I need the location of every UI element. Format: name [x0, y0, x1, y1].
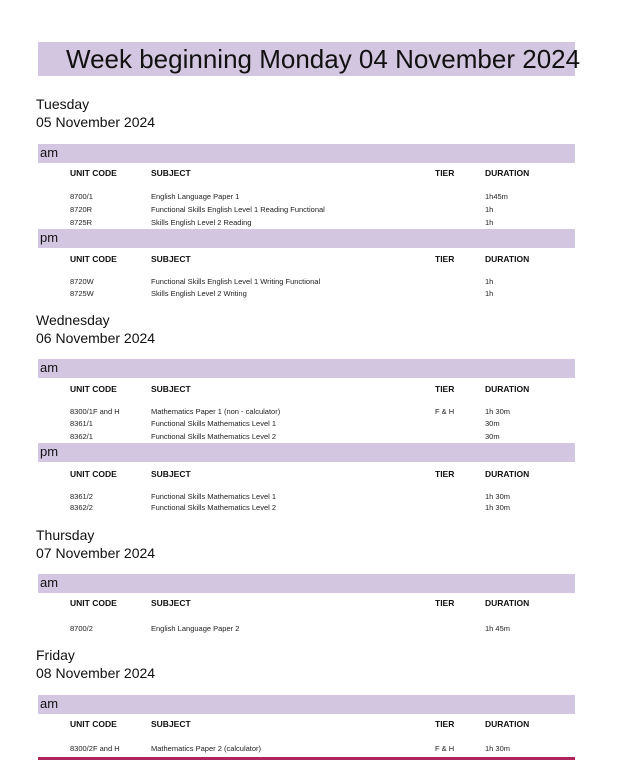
- unit-code-header: UNIT CODE: [70, 254, 117, 264]
- day-heading: [36, 95, 155, 131]
- unit-code-cell: 8362/1: [70, 432, 93, 441]
- tier-header: TIER: [435, 469, 455, 479]
- duration-cell: 1h45m: [485, 192, 508, 201]
- duration-cell: 1h 30m: [485, 744, 511, 753]
- subject-cell: Functional Skills English Level 1 Writing Functional: [151, 277, 321, 286]
- subject-cell: English Language Paper 1: [151, 192, 240, 201]
- duration-header: DURATION: [485, 719, 530, 729]
- tier-header: TIER: [435, 598, 455, 608]
- day-heading: [36, 311, 155, 347]
- session-band: [38, 229, 575, 248]
- tier-header: TIER: [435, 254, 455, 264]
- duration-cell: 1h: [485, 205, 494, 214]
- unit-code-cell: 8361/1: [70, 419, 93, 428]
- unit-code-header: UNIT CODE: [70, 168, 117, 178]
- subject-header: SUBJECT: [151, 384, 191, 394]
- unit-code-cell: 8725W: [70, 289, 94, 298]
- day-heading: [36, 526, 155, 562]
- duration-cell: 30m: [485, 432, 500, 441]
- subject-header: SUBJECT: [151, 469, 191, 479]
- unit-code-cell: 8300/2F and H: [70, 744, 120, 753]
- session-label: am: [40, 575, 59, 590]
- unit-code-cell: 8720W: [70, 277, 94, 286]
- duration-cell: 30m: [485, 419, 500, 428]
- day-date: 07 November 2024: [36, 545, 156, 561]
- bottom-rule: [38, 757, 575, 760]
- unit-code-cell: 8700/1: [70, 192, 93, 201]
- session-band: [38, 359, 575, 378]
- session-band: [38, 144, 575, 163]
- unit-code-header: UNIT CODE: [70, 384, 117, 394]
- day-name: Friday: [36, 647, 75, 663]
- subject-cell: Mathematics Paper 2 (calculator): [151, 744, 262, 753]
- session-label: pm: [40, 444, 59, 459]
- session-label: am: [40, 360, 59, 375]
- duration-cell: 1h 30m: [485, 492, 511, 501]
- subject-cell: Mathematics Paper 1 (non - calculator): [151, 407, 281, 416]
- unit-code-header: UNIT CODE: [70, 598, 117, 608]
- day-date: 08 November 2024: [36, 665, 156, 681]
- unit-code-header: UNIT CODE: [70, 719, 117, 729]
- duration-cell: 1h 30m: [485, 407, 511, 416]
- subject-cell: Functional Skills Mathematics Level 2: [151, 503, 277, 512]
- session-label: pm: [40, 230, 59, 245]
- tier-header: TIER: [435, 719, 455, 729]
- subject-header: SUBJECT: [151, 254, 191, 264]
- unit-code-header: UNIT CODE: [70, 469, 117, 479]
- page-title: Week beginning Monday 04 November 2024: [66, 44, 581, 74]
- duration-header: DURATION: [485, 469, 530, 479]
- subject-cell: Functional Skills Mathematics Level 1: [151, 419, 277, 428]
- unit-code-cell: 8361/2: [70, 492, 93, 501]
- subject-header: SUBJECT: [151, 719, 191, 729]
- day-heading: [36, 646, 155, 682]
- tier-cell: F & H: [435, 744, 455, 753]
- duration-cell: 1h: [485, 218, 494, 227]
- unit-code-cell: 8362/2: [70, 503, 93, 512]
- tier-cell: F & H: [435, 407, 455, 416]
- session-label: am: [40, 145, 59, 160]
- session-band: [38, 574, 575, 593]
- duration-cell: 1h 30m: [485, 503, 511, 512]
- subject-cell: English Language Paper 2: [151, 624, 240, 633]
- unit-code-cell: 8725R: [70, 218, 93, 227]
- duration-header: DURATION: [485, 384, 530, 394]
- unit-code-cell: 8700/2: [70, 624, 93, 633]
- session-band: [38, 695, 575, 714]
- duration-header: DURATION: [485, 254, 530, 264]
- unit-code-cell: 8720R: [70, 205, 93, 214]
- tier-header: TIER: [435, 168, 455, 178]
- duration-cell: 1h 45m: [485, 624, 511, 633]
- day-date: 05 November 2024: [36, 114, 156, 130]
- title-bar: [38, 42, 581, 76]
- day-date: 06 November 2024: [36, 330, 156, 346]
- day-name: Thursday: [36, 527, 95, 543]
- subject-header: SUBJECT: [151, 598, 191, 608]
- subject-cell: Functional Skills Mathematics Level 1: [151, 492, 277, 501]
- subject-cell: Skills English Level 2 Writing: [151, 289, 247, 298]
- unit-code-cell: 8300/1F and H: [70, 407, 120, 416]
- tier-header: TIER: [435, 384, 455, 394]
- day-name: Wednesday: [36, 312, 110, 328]
- duration-header: DURATION: [485, 168, 530, 178]
- session-band: [38, 443, 575, 462]
- duration-header: DURATION: [485, 598, 530, 608]
- duration-cell: 1h: [485, 289, 494, 298]
- subject-cell: Functional Skills Mathematics Level 2: [151, 432, 277, 441]
- session-label: am: [40, 696, 59, 711]
- subject-header: SUBJECT: [151, 168, 191, 178]
- subject-cell: Skills English Level 2 Reading: [151, 218, 252, 227]
- day-name: Tuesday: [36, 96, 90, 112]
- duration-cell: 1h: [485, 277, 494, 286]
- subject-cell: Functional Skills English Level 1 Reading Functional: [151, 205, 325, 214]
